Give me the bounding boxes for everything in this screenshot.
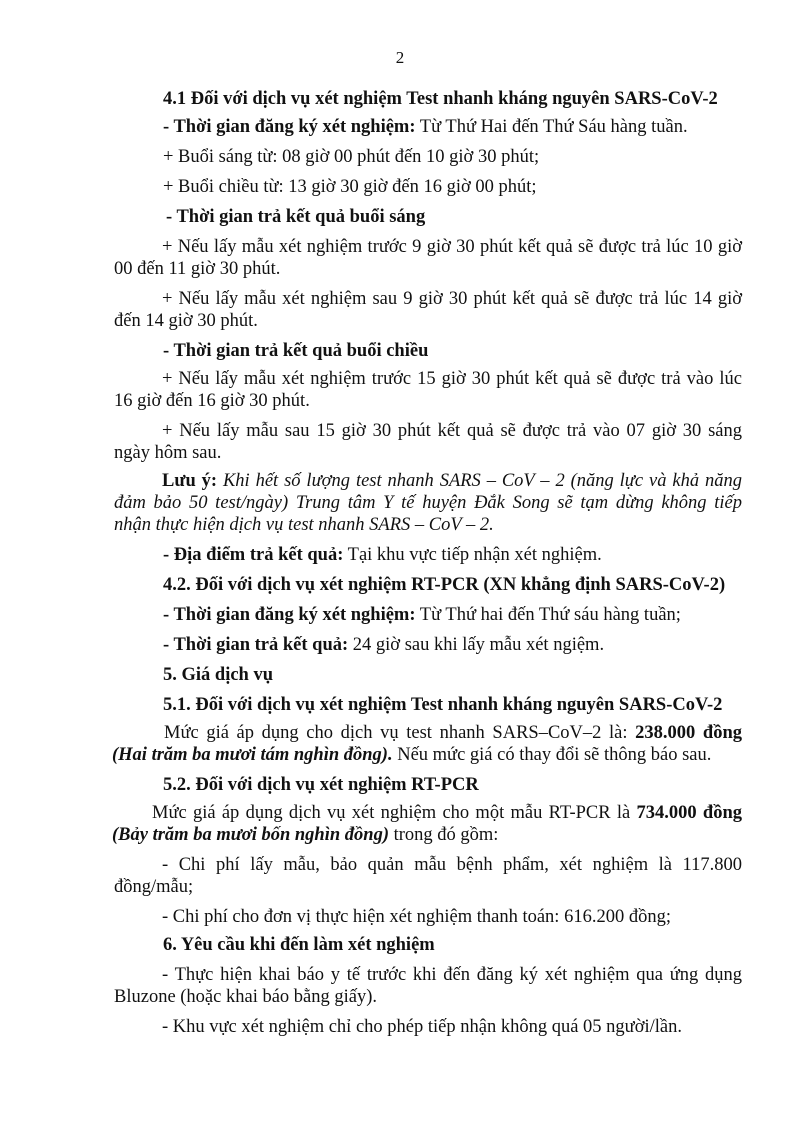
pcr-price-text: Mức giá áp dụng dịch vụ xét nghiệm cho một mẫu RT-PCR là xyxy=(152,803,637,823)
morning-result-item-2-cont: đến 14 giờ 30 phút. xyxy=(114,311,258,331)
cost-item-1-cont: đồng/mẫu; xyxy=(114,877,194,897)
pcr-price-value: 734.000 đồng xyxy=(636,803,742,823)
result-location xyxy=(163,544,602,566)
pcr-result-time xyxy=(163,634,604,656)
morning-session: + Buổi sáng từ: 08 giờ 00 phút đến 10 giờ 30 phút; xyxy=(163,147,540,167)
pcr-result-label: - Thời gian trả kết quả: xyxy=(163,635,349,655)
section-4-2-heading: 4.2. Đối với dịch vụ xét nghiệm RT-PCR (XN khẳng định SARS-CoV-2) xyxy=(163,575,726,595)
section-6-heading: 6. Yêu cầu khi đến làm xét nghiệm xyxy=(163,935,435,955)
afternoon-result-item-1-cont: 16 giờ đến 16 giờ 30 phút. xyxy=(114,391,310,411)
result-location-label: - Địa điểm trả kết quả: xyxy=(163,545,344,565)
cost-item-1: - Chi phí lấy mẫu, bảo quản mẫu bệnh phẩm, xét nghiệm là 117.800 xyxy=(162,855,742,875)
afternoon-session: + Buổi chiều từ: 13 giờ 30 giờ đến 16 giờ 00 phút; xyxy=(163,177,537,197)
section-5-heading: 5. Giá dịch vụ xyxy=(163,665,273,685)
section-5-1-heading: 5.1. Đối với dịch vụ xét nghiệm Test nhanh kháng nguyên SARS-CoV-2 xyxy=(163,695,723,715)
result-location-value: Tại khu vực tiếp nhận xét nghiệm. xyxy=(343,545,602,565)
rapid-test-price-words: (Hai trăm ba mươi tám nghìn đồng). xyxy=(112,745,393,765)
pcr-registration-label: - Thời gian đăng ký xét nghiệm: xyxy=(163,605,416,625)
rapid-test-price-note: Nếu mức giá có thay đổi sẽ thông báo sau. xyxy=(392,745,712,765)
morning-result-item-1-cont: 00 đến 11 giờ 30 phút. xyxy=(114,259,281,279)
note-label: Lưu ý: xyxy=(162,471,218,491)
pcr-price xyxy=(114,802,742,824)
pcr-price-includes: trong đó gồm: xyxy=(388,825,499,845)
registration-time xyxy=(163,116,688,138)
requirement-1: - Thực hiện khai báo y tế trước khi đến đăng ký xét nghiệm qua ứng dụng xyxy=(162,965,742,985)
afternoon-result-item-2: + Nếu lấy mẫu sau 15 giờ 30 phút kết quả sẽ được trả vào 07 giờ 30 sáng xyxy=(162,421,742,441)
morning-result-heading: - Thời gian trả kết quả buổi sáng xyxy=(166,207,426,227)
afternoon-result-item-1: + Nếu lấy mẫu xét nghiệm trước 15 giờ 30 phút kết quả sẽ được trả vào lúc xyxy=(162,369,742,389)
pcr-registration-time xyxy=(163,604,681,626)
morning-result-item-1: + Nếu lấy mẫu xét nghiệm trước 9 giờ 30 phút kết quả sẽ được trả lúc 10 giờ xyxy=(162,237,742,257)
rapid-test-price-cont xyxy=(112,744,711,766)
requirement-1-cont: Bluzone (hoặc khai báo bằng giấy). xyxy=(114,987,378,1007)
pcr-registration-value: Từ Thứ hai đến Thứ sáu hàng tuần; xyxy=(415,605,681,625)
note-line-2: đảm bảo 50 test/ngày) Trung tâm Y tế huyện Đắk Song sẽ tạm dừng không tiếp xyxy=(114,493,742,513)
cost-item-2: - Chi phí cho đơn vị thực hiện xét nghiệm thanh toán: 616.200 đồng; xyxy=(162,907,671,927)
page-number: 2 xyxy=(395,48,405,67)
note-line-1: Khi hết số lượng test nhanh SARS – CoV – 2 (năng lực và khả năng xyxy=(217,471,742,491)
morning-result-item-2: + Nếu lấy mẫu xét nghiệm sau 9 giờ 30 phút kết quả sẽ được trả lúc 14 giờ xyxy=(162,289,742,309)
pcr-result-value: 24 giờ sau khi lấy mẫu xét ngiệm. xyxy=(348,635,605,655)
registration-label: - Thời gian đăng ký xét nghiệm: xyxy=(163,117,416,137)
afternoon-result-heading: - Thời gian trả kết quả buổi chiều xyxy=(163,341,429,361)
rapid-test-price-value: 238.000 đồng xyxy=(635,723,743,743)
afternoon-result-item-2-cont: ngày hôm sau. xyxy=(114,443,222,463)
note-line-3: nhận thực hiện dịch vụ test nhanh SARS – CoV – 2. xyxy=(114,515,494,535)
rapid-test-price-text: Mức giá áp dụng cho dịch vụ test nhanh SARS–CoV–2 là: xyxy=(164,723,636,743)
pcr-price-words: (Bảy trăm ba mươi bốn nghìn đồng) xyxy=(112,825,389,845)
section-4-1-heading: 4.1 Đối với dịch vụ xét nghiệm Test nhanh kháng nguyên SARS-CoV-2 xyxy=(163,89,718,109)
section-5-2-heading: 5.2. Đối với dịch vụ xét nghiệm RT-PCR xyxy=(163,775,479,795)
pcr-price-cont xyxy=(112,824,498,846)
registration-value: Từ Thứ Hai đến Thứ Sáu hàng tuần. xyxy=(415,117,688,137)
rapid-test-price xyxy=(114,722,742,744)
note-paragraph xyxy=(114,470,742,492)
requirement-2: - Khu vực xét nghiệm chỉ cho phép tiếp nhận không quá 05 người/lần. xyxy=(162,1017,682,1037)
